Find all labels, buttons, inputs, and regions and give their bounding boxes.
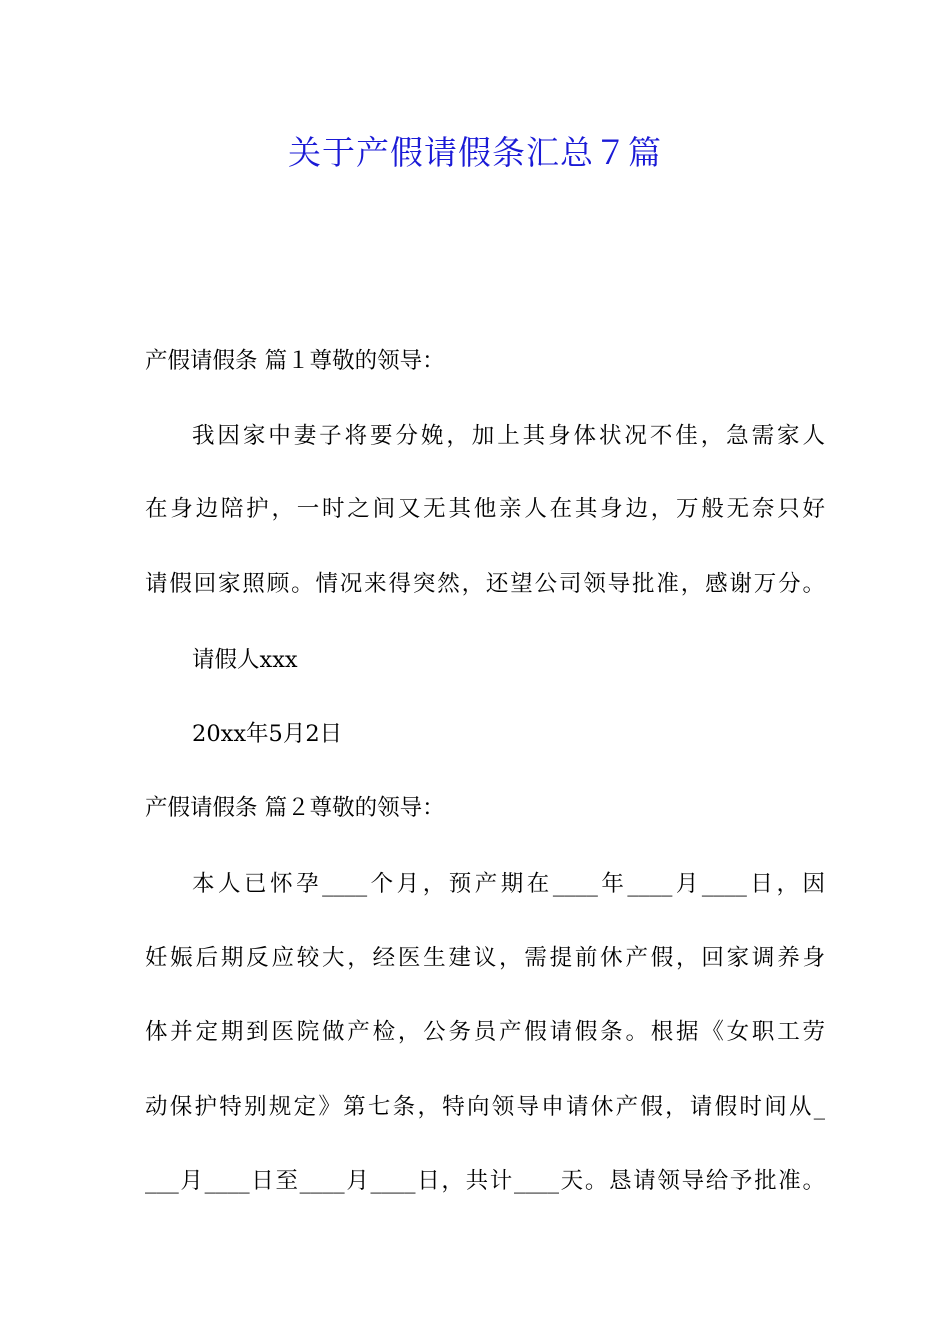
paragraph-1-line-1: 我因家中妻子将要分娩，加上其身体状况不佳，急需家人 <box>192 423 825 449</box>
section-heading-1: 产假请假条 篇１尊敬的领导： <box>145 348 445 374</box>
paragraph-2-line-3: 体并定期到医院做产检，公务员产假请假条。根据《女职工劳 <box>145 1019 825 1045</box>
section-heading-2: 产假请假条 篇２尊敬的领导： <box>145 795 445 821</box>
paragraph-1-line-3: 请假回家照顾。情况来得突然，还望公司领导批准，感谢万分。 <box>145 571 825 597</box>
document-title: 关于产假请假条汇总７篇 <box>288 133 662 172</box>
paragraph-2-line-4: 动保护特别规定》第七条，特向领导申请休产假，请假时间从_ <box>145 1094 825 1120</box>
paragraph-2-line-2: 妊娠后期反应较大，经医生建议，需提前休产假，回家调养身 <box>145 945 825 971</box>
paragraph-1-line-2: 在身边陪护，一时之间又无其他亲人在其身边，万般无奈只好 <box>145 496 825 522</box>
signature-date: 20xx年5月2日 <box>192 721 343 747</box>
signature-name: 请假人xxx <box>192 647 298 673</box>
paragraph-2-line-1: 本人已怀孕____个月，预产期在____年____月____日，因 <box>192 871 825 897</box>
paragraph-2-line-5: ___月____日至____月____日，共计____天。恳请领导给予批准。 <box>145 1168 825 1194</box>
